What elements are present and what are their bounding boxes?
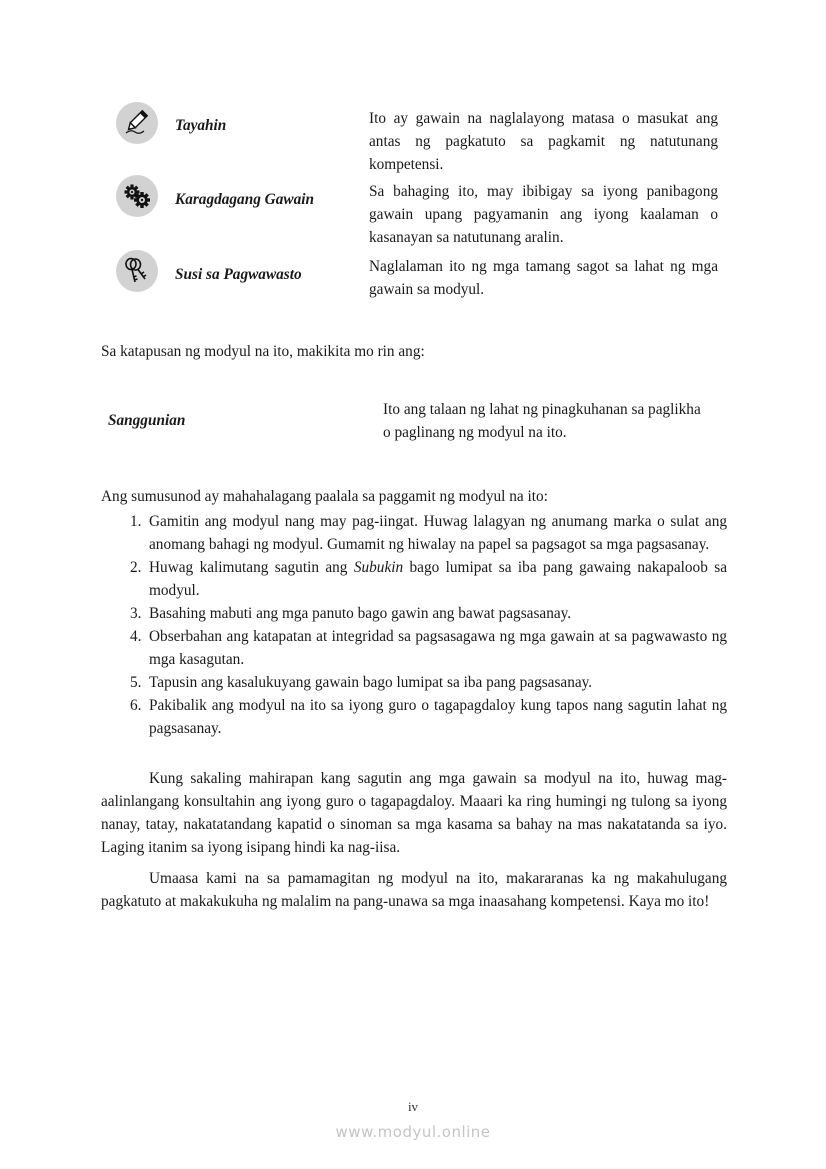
list-item-text: Basahing mabuti ang mga panuto bago gawin ang bawat pagsasanay. bbox=[149, 605, 572, 622]
list-item-text: Tapusin ang kasalukuyang gawain bago lumipat sa iba pang pagsasanay. bbox=[149, 674, 593, 691]
list-number: 5. bbox=[130, 674, 142, 691]
section-description: Naglalaman ito ng mga tamang sagot sa lahat ng mga gawain sa modyul. bbox=[369, 258, 718, 298]
help-paragraph-text: Kung sakaling mahirapan kang sagutin ang mga gawain sa modyul na ito, huwag mag-aalinlangang konsultahin ang iyong guro o tagapagdaloy. Maaari ka ring humingi ng tulong sa iyong nanay, tatay, nakatatandang kapatid o sinoman sa mga kasama sa bahay na mas nakatatanda sa iyo. Laging itanim sa iyong isipang hindi ka nag-iisa. bbox=[101, 770, 727, 856]
list-number: 4. bbox=[130, 628, 142, 645]
watermark: www.modyul.online bbox=[335, 1123, 491, 1141]
list-number: 2. bbox=[130, 559, 142, 576]
gears-icon bbox=[116, 175, 158, 217]
list-number: 6. bbox=[130, 697, 142, 714]
section-description: Sa bahaging ito, may ibibigay sa iyong panibagong gawain upang pagyamanin ang iyong kaalaman o kasanayan sa natutunang aralin. bbox=[369, 183, 718, 246]
list-number: 1. bbox=[130, 513, 142, 530]
subukin-emphasis: Subukin bbox=[353, 559, 404, 576]
section-label: Tayahin bbox=[175, 117, 227, 134]
reminders-intro: Ang sumusunod ay mahahalagang paalala sa paggamit ng modyul na ito: bbox=[101, 488, 548, 505]
list-item-text: Huwag kalimutang sagutin ang bbox=[149, 559, 354, 576]
closing-paragraph bbox=[101, 867, 727, 913]
section-label: Karagdagang Gawain bbox=[175, 191, 314, 208]
closing-paragraph-text: Umaasa kami na sa pamamagitan ng modyul na ito, makararanas ka ng makahulugang pagkatuto at makakukuha ng malalim na pang-unawa sa mga inaasahang kompetensi. Kaya mo ito! bbox=[101, 870, 727, 910]
end-of-module-intro: Sa katapusan ng modyul na ito, makikita mo rin ang: bbox=[101, 343, 425, 360]
section-description: Ito ay gawain na naglalayong matasa o masukat ang antas ng pagkatuto sa pagkamit ng natutunang kompetensi. bbox=[369, 110, 718, 173]
list-item bbox=[101, 625, 727, 671]
page-number: iv bbox=[407, 1099, 419, 1114]
list-item bbox=[101, 556, 727, 602]
list-item-text: Gamitin ang modyul nang may pag-iingat. Huwag lalagyan ng anumang marka o sulat ang anomang bahagi ng modyul. Gumamit ng hiwalay na papel sa pagsagot sa mga pagsasanay. bbox=[149, 513, 727, 553]
list-item bbox=[101, 510, 727, 556]
section-label: Susi sa Pagwawasto bbox=[175, 266, 302, 283]
sanggunian-description: Ito ang talaan ng lahat ng pinagkuhanan sa paglikha o paglinang ng modyul na ito. bbox=[383, 401, 701, 441]
pencil-icon bbox=[116, 102, 158, 144]
list-item-text: Pakibalik ang modyul na ito sa iyong guro o tagapagdaloy kung tapos nang sagutin lahat ng pagsasanay. bbox=[149, 697, 727, 737]
reminders-list bbox=[101, 510, 727, 740]
keys-icon bbox=[116, 250, 158, 292]
list-item bbox=[101, 694, 727, 740]
list-item-text: Obserbahan ang katapatan at integridad sa pagsasagawa ng mga gawain at sa pagwawasto ng mga kasagutan. bbox=[149, 628, 727, 668]
list-item bbox=[101, 671, 727, 694]
sanggunian-label: Sanggunian bbox=[108, 412, 186, 429]
list-item bbox=[101, 602, 727, 625]
help-paragraph bbox=[101, 767, 727, 859]
list-item-text: bago lumipat sa iba pang gawaing nakapaloob sa modyul. bbox=[149, 559, 727, 599]
list-number: 3. bbox=[130, 605, 142, 622]
